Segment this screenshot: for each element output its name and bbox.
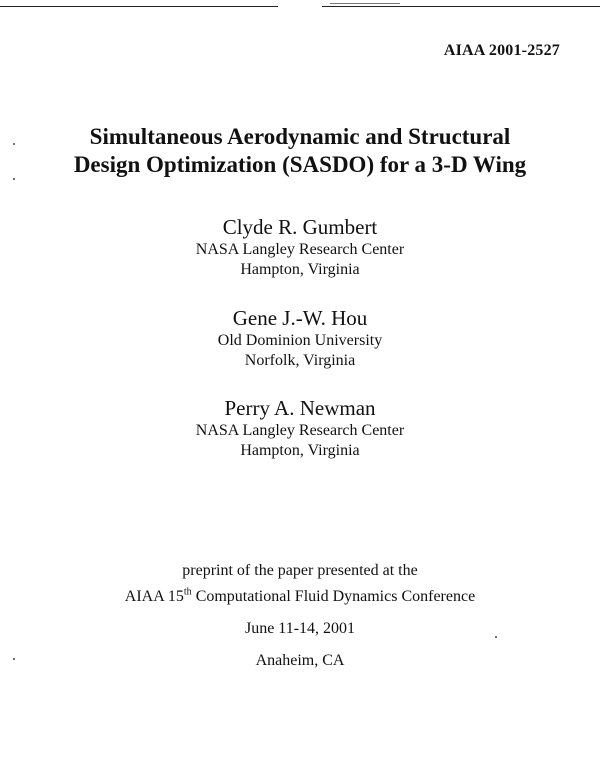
title-line-2: Design Optimization (SASDO) for a 3-D Wing <box>73 152 527 177</box>
author-name: Clyde R. Gumbert <box>222 215 378 239</box>
conference-name-suffix: Computational Fluid Dynamics Conference <box>191 588 476 605</box>
top-rule-right-thin <box>330 3 400 4</box>
author-location: Hampton, Virginia <box>240 261 360 278</box>
top-rule-left <box>0 6 278 7</box>
author-institution: Old Dominion University <box>217 332 383 349</box>
author-name: Perry A. Newman <box>224 396 376 420</box>
author-block <box>0 395 600 461</box>
author-location: Hampton, Virginia <box>240 442 360 459</box>
author-name: Gene J.-W. Hou <box>232 306 368 330</box>
paper-title <box>0 123 600 179</box>
conference-place: Anaheim, CA <box>255 652 345 669</box>
conference-name <box>0 584 600 610</box>
preprint-intro: preprint of the paper presented at the <box>182 562 418 579</box>
title-line-1: Simultaneous Aerodynamic and Structural <box>89 124 511 149</box>
report-number: AIAA 2001-2527 <box>443 42 560 59</box>
author-block <box>0 214 600 280</box>
author-location: Norfolk, Virginia <box>244 352 356 369</box>
author-institution: NASA Langley Research Center <box>195 241 405 258</box>
ordinal-suffix: th <box>183 586 192 598</box>
conference-info <box>0 558 600 674</box>
conference-date: June 11-14, 2001 <box>244 620 356 637</box>
author-block <box>0 305 600 371</box>
author-institution: NASA Langley Research Center <box>195 422 405 439</box>
top-rule-right <box>322 6 600 7</box>
conference-name-prefix: AIAA 15 <box>124 588 184 605</box>
